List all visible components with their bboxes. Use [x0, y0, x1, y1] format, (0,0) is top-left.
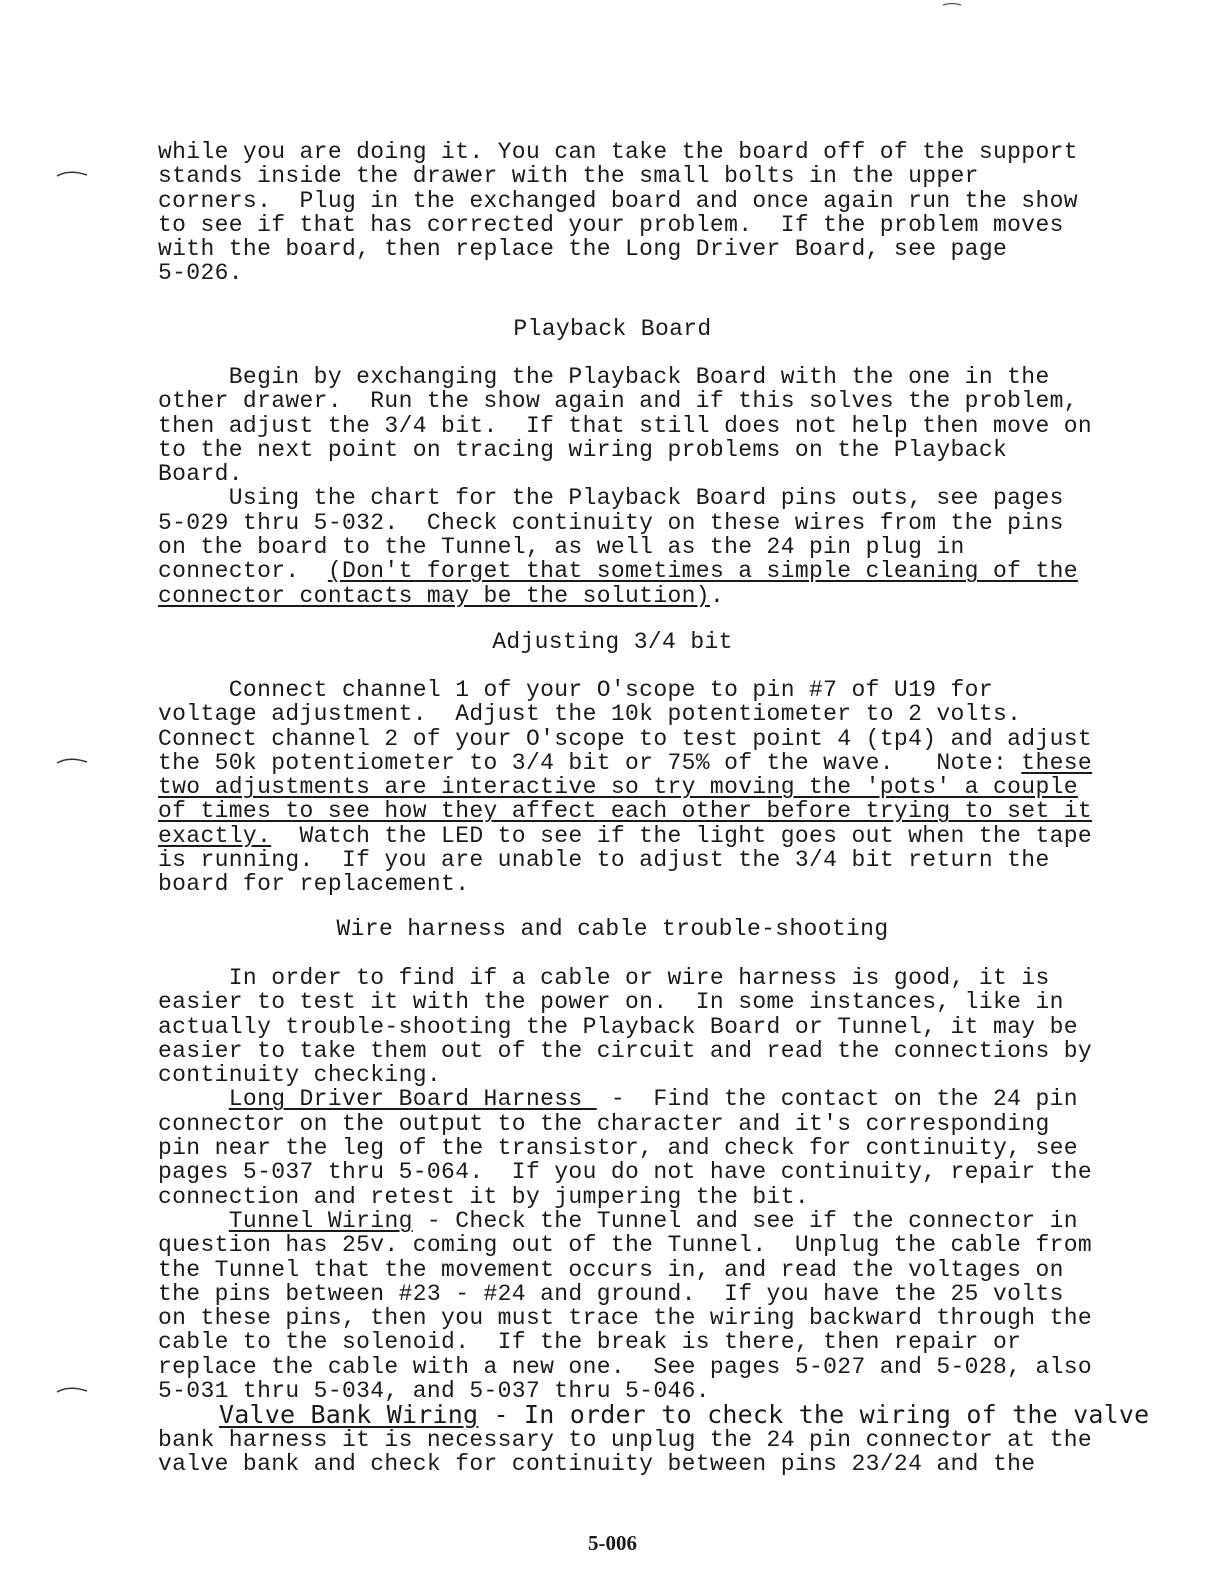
text-line: pin near the leg of the transistor, and check for continuity, see — [158, 1135, 1078, 1162]
text-line: connection and retest it by jumpering the bit. — [158, 1183, 810, 1210]
underlined-note: connector contacts may be the solution) — [158, 582, 710, 609]
text-line — [158, 824, 1118, 848]
margin-mark — [55, 168, 89, 178]
text-line: 5-026. — [158, 260, 243, 287]
subheading-long-driver-board-harness: Long Driver Board Harness — [228, 1086, 597, 1113]
underlined-note: these — [1021, 749, 1093, 776]
indent — [158, 1400, 219, 1429]
text-line: replace the cable with a new one. See pages 5-027 and 5-028, also — [158, 1353, 1093, 1380]
text-line: Connect channel 2 of your O'scope to test point 4 (tp4) and adjust — [158, 725, 1093, 752]
text-line: In order to find if a cable or wire harness is good, it is — [158, 965, 1050, 991]
playback-board-paragraph — [158, 365, 1118, 608]
text-line — [158, 584, 1118, 608]
text-run: . — [709, 582, 725, 609]
text-line: voltage adjustment. Adjust the 10k potentiometer to 2 volts. — [158, 701, 1022, 728]
text-line: actually trouble-shooting the Playback Board or Tunnel, it may be — [158, 1013, 1078, 1040]
text-line — [158, 1400, 1150, 1430]
margin-mark — [55, 755, 89, 765]
text-line: stands inside the drawer with the small bolts in the upper — [158, 163, 979, 190]
text-line: cable to the solenoid. If the break is there, then repair or — [158, 1329, 1022, 1356]
text-line: on these pins, then you must trace the wiring backward through the — [158, 1305, 1093, 1332]
text-line: on the board to the Tunnel, as well as the 24 pin plug in — [158, 534, 965, 561]
text-line: connector on the output to the character and it's corresponding — [158, 1110, 1050, 1137]
subheading-tunnel-wiring: Tunnel Wiring — [228, 1207, 413, 1234]
text-line — [158, 559, 1118, 583]
text-line: Board. — [158, 461, 243, 488]
text-line: with the board, then replace the Long Driver Board, see page — [158, 236, 1008, 263]
section-heading-adjusting-bit: Adjusting 3/4 bit — [492, 629, 733, 655]
text-line: Using the chart for the Playback Board pins outs, see pages — [158, 485, 1064, 512]
text-line: bank harness it is necessary to unplug the 24 pin connector at the — [158, 1426, 1093, 1453]
page-number: 5-006 — [588, 1531, 637, 1555]
text-line: 5-031 thru 5-034, and 5-037 thru 5-046. — [158, 1378, 710, 1405]
underlined-note: two adjustments are interactive so try moving the 'pots' a couple — [158, 774, 1078, 801]
margin-mark — [55, 1384, 89, 1394]
subheading-valve-bank-wiring: Valve Bank Wiring — [219, 1400, 479, 1430]
text-line: Begin by exchanging the Playback Board with the one in the — [158, 364, 1050, 390]
text-line: the Tunnel that the movement occurs in, and read the voltages on — [158, 1256, 1064, 1283]
text-line: pages 5-037 thru 5-064. If you do not have continuity, repair the — [158, 1159, 1093, 1186]
text-line: question has 25v. coming out of the Tunnel. Unplug the cable from — [158, 1232, 1093, 1259]
indent — [158, 1086, 229, 1112]
text-line: corners. Plug in the exchanged board and once again run the show — [158, 187, 1078, 214]
underlined-note: (Don't forget that sometimes a simple cleaning of the — [327, 558, 1078, 585]
text-line: to see if that has corrected your problem. If the problem moves — [158, 211, 1064, 238]
continuation-paragraph — [158, 140, 1118, 286]
text-line: the pins between #23 - #24 and ground. If you have the 25 volts — [158, 1280, 1064, 1307]
adjusting-bit-paragraph — [158, 678, 1118, 897]
text-line — [158, 1209, 1118, 1233]
text-run: the 50k potentiometer to 3/4 bit or 75% of the wave. Note: — [158, 749, 1022, 776]
underlined-note: of times to see how they affect each other before trying to set it — [158, 798, 1093, 825]
text-run: - Check the Tunnel and see if the connector in — [412, 1207, 1078, 1234]
text-line: is running. If you are unable to adjust the 3/4 bit return the — [158, 847, 1050, 874]
text-run: - In order to check the wiring of the valve — [478, 1400, 1150, 1430]
text-line — [158, 1087, 1118, 1111]
wire-harness-paragraph — [158, 965, 1150, 1477]
text-line: easier to test it with the power on. In some instances, like in — [158, 989, 1064, 1016]
section-heading-playback-board: Playback Board — [513, 316, 712, 342]
text-line: continuity checking. — [158, 1062, 442, 1089]
text-line: 5-029 thru 5-032. Check continuity on these wires from the pins — [158, 509, 1064, 536]
text-line: Connect channel 1 of your O'scope to pin #7 of U19 for — [158, 677, 993, 703]
text-line: to the next point on tracing wiring problems on the Playback — [158, 436, 1008, 463]
text-line: while you are doing it. You can take the board off of the support — [158, 139, 1078, 165]
text-line — [158, 799, 1118, 823]
text-line: board for replacement. — [158, 871, 470, 898]
text-line: then adjust the 3/4 bit. If that still does not help then move on — [158, 412, 1093, 439]
text-line: valve bank and check for continuity between pins 23/24 and the — [158, 1450, 1036, 1477]
underlined-note: exactly. — [158, 822, 272, 849]
text-line — [158, 751, 1118, 775]
scan-artifact-mark — [942, 0, 962, 8]
text-run: connector. — [158, 558, 328, 585]
text-line: other drawer. Run the show again and if this solves the problem, — [158, 388, 1078, 415]
text-line: easier to take them out of the circuit and read the connections by — [158, 1037, 1093, 1064]
section-heading-wire-harness: Wire harness and cable trouble-shooting — [336, 916, 889, 942]
text-run: Watch the LED to see if the light goes out when the tape — [271, 822, 1093, 849]
indent — [158, 1208, 229, 1234]
text-line — [158, 775, 1118, 799]
text-run: - Find the contact on the 24 pin — [596, 1086, 1078, 1113]
